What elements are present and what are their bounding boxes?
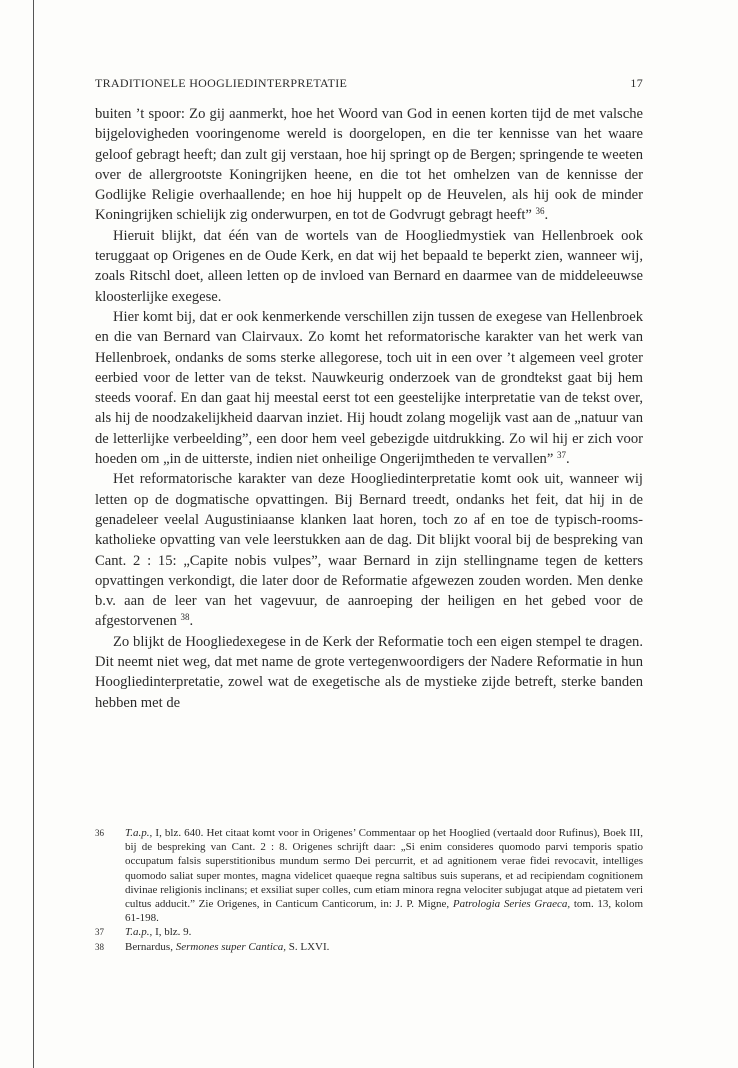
- running-header: [95, 76, 643, 91]
- footnotes: [95, 826, 643, 954]
- paragraph: Het reformatorische karakter van deze Hoogliedinterpretatie komt ook uit, wanneer wij letten op de dogmatische opvattingen. Bij Bernard treedt, ondanks het feit, dat hij in de genadeleer veelal Augustiniaanse klanken laat horen, toch zo af en toe de typisch-rooms-katholieke opvatting van vele leerstukken aan de dag. Dit blijkt vooral bij de bespreking van Cant. 2 : 15: „Capite nobis vulpes”, waar Bernard in zijn stellingname tegen de ketters opvattingen verkondigt, die later door de Reformatie afgewezen zouden worden. Men denke b.v. aan de leer van het vagevuur, de aanroeping der heiligen en het gebed voor de afgestorvenen $^{38}$.: [95, 471, 643, 630]
- footnote-ref: 37: [557, 450, 566, 461]
- running-title: TRADITIONELE HOOGLIEDINTERPRETATIE: [95, 76, 348, 90]
- page-number: 17: [630, 76, 643, 90]
- footnote-ref: 38: [180, 612, 190, 623]
- footnote: 38 Bernardus, Sermones super Cantica, S. LXVI.: [95, 940, 330, 953]
- body-text: [95, 104, 643, 713]
- paragraph: Zo blijkt de Hoogliedexegese in de Kerk der Reformatie toch een eigen stempel te dragen. Dit neemt niet weg, dat met name de grote vertegenwoordigers der Nadere Reformatie in hun Hoogliedinterpretatie, zowel wat de exegetische als de mystieke zijde betreft, sterke banden hebben met de: [95, 633, 643, 711]
- margin-rule: [33, 0, 34, 1068]
- paragraph: Hier komt bij, dat er ook kenmerkende verschillen zijn tussen de exegese van Hellenbroek en die van Bernard van Clairvaux. Zo komt het reformatorische karakter van het werk van Hellenbroek, ondanks de soms sterke allegorese, toch uit in een over ’t algemeen veel groter eerbied voor de letter van de tekst. Nauwkeurig onderzoek van de grondtekst gaat bij hem steeds vooraf. En dan gaat hij meestal eerst tot een geestelijke interpretatie van de tekst over, als hij de noodzakelijkheid daarvan inziet. Hij houdt zolang mogelijk vast aan de „natuur van de letterlijke verbeelding”, een door hem veel gebezigde uitdrukking. Zo wil hij er zich voor hoeden om „in de uitterste, indien niet onheilige Ongerijmtheden te vervallen” $^{37}$.: [95, 308, 643, 468]
- footnote-ref: 36: [535, 206, 545, 217]
- paragraph: Hieruit blijkt, dat één van de wortels van de Hoogliedmystiek van Hellenbroek ook teruggaat op Origenes en de Oude Kerk, en dat wij het bepaald te beperkt zien, wanneer wij, zoals Ritschl doet, alleen letten op de invloed van Bernard en daarmee van de middeleeuwse kloosterlijke exegese.: [95, 227, 643, 305]
- paragraph: buiten ’t spoor: Zo gij aanmerkt, hoe het Woord van God in eenen korten tijd de met valsche bijgelovigheden vooringenome wereld is doorgelopen, en die ter kennisse van het waare geloof gebragt heeft; dan zult gij verstaan, hoe hij springt op de Bergen; springende te weeten over de allergrootste Koningrijken heene, en die tot het omhelzen van de kennisse der Godlijke Religie overhaallende; en hoe hij huppelt op de Heuvelen, als hij ook de minder Koningrijken schielijk zig onderwurpen, en tot de Godvrugt gebragt heeft” $^{36}$.: [95, 106, 643, 224]
- footnote: 37 T.a.p., I, blz. 9.: [95, 926, 192, 939]
- footnote: 36 T.a.p., I, blz. 640. Het citaat komt voor in Origenes’ Commentaar op het Hooglied (vertaald door Rufinus), Boek III, bij de bespreking van Cant. 2 : 8. Origenes schrijft daar: „Si enim consideres quomodo parvi temporis spatio occupatum falsis superstitionibus mundum sermo Dei percurrit, et ad agnitionem verae fidei revocavit, intelliges quomodo saliat super montes, magna videlicet quaeque regna saltibus suis superans, et ad recipiendam cognitionem divinae religionis inclinans; et exsiliat super colles, cum etiam minora regna velociter subjugat atque ad pietatem veri cultus adducit.” Zie Origenes, in Canticum Canticorum, in: J. P. Migne, Patrologia Series Graeca, tom. 13, kolom 61-198.: [95, 827, 643, 925]
